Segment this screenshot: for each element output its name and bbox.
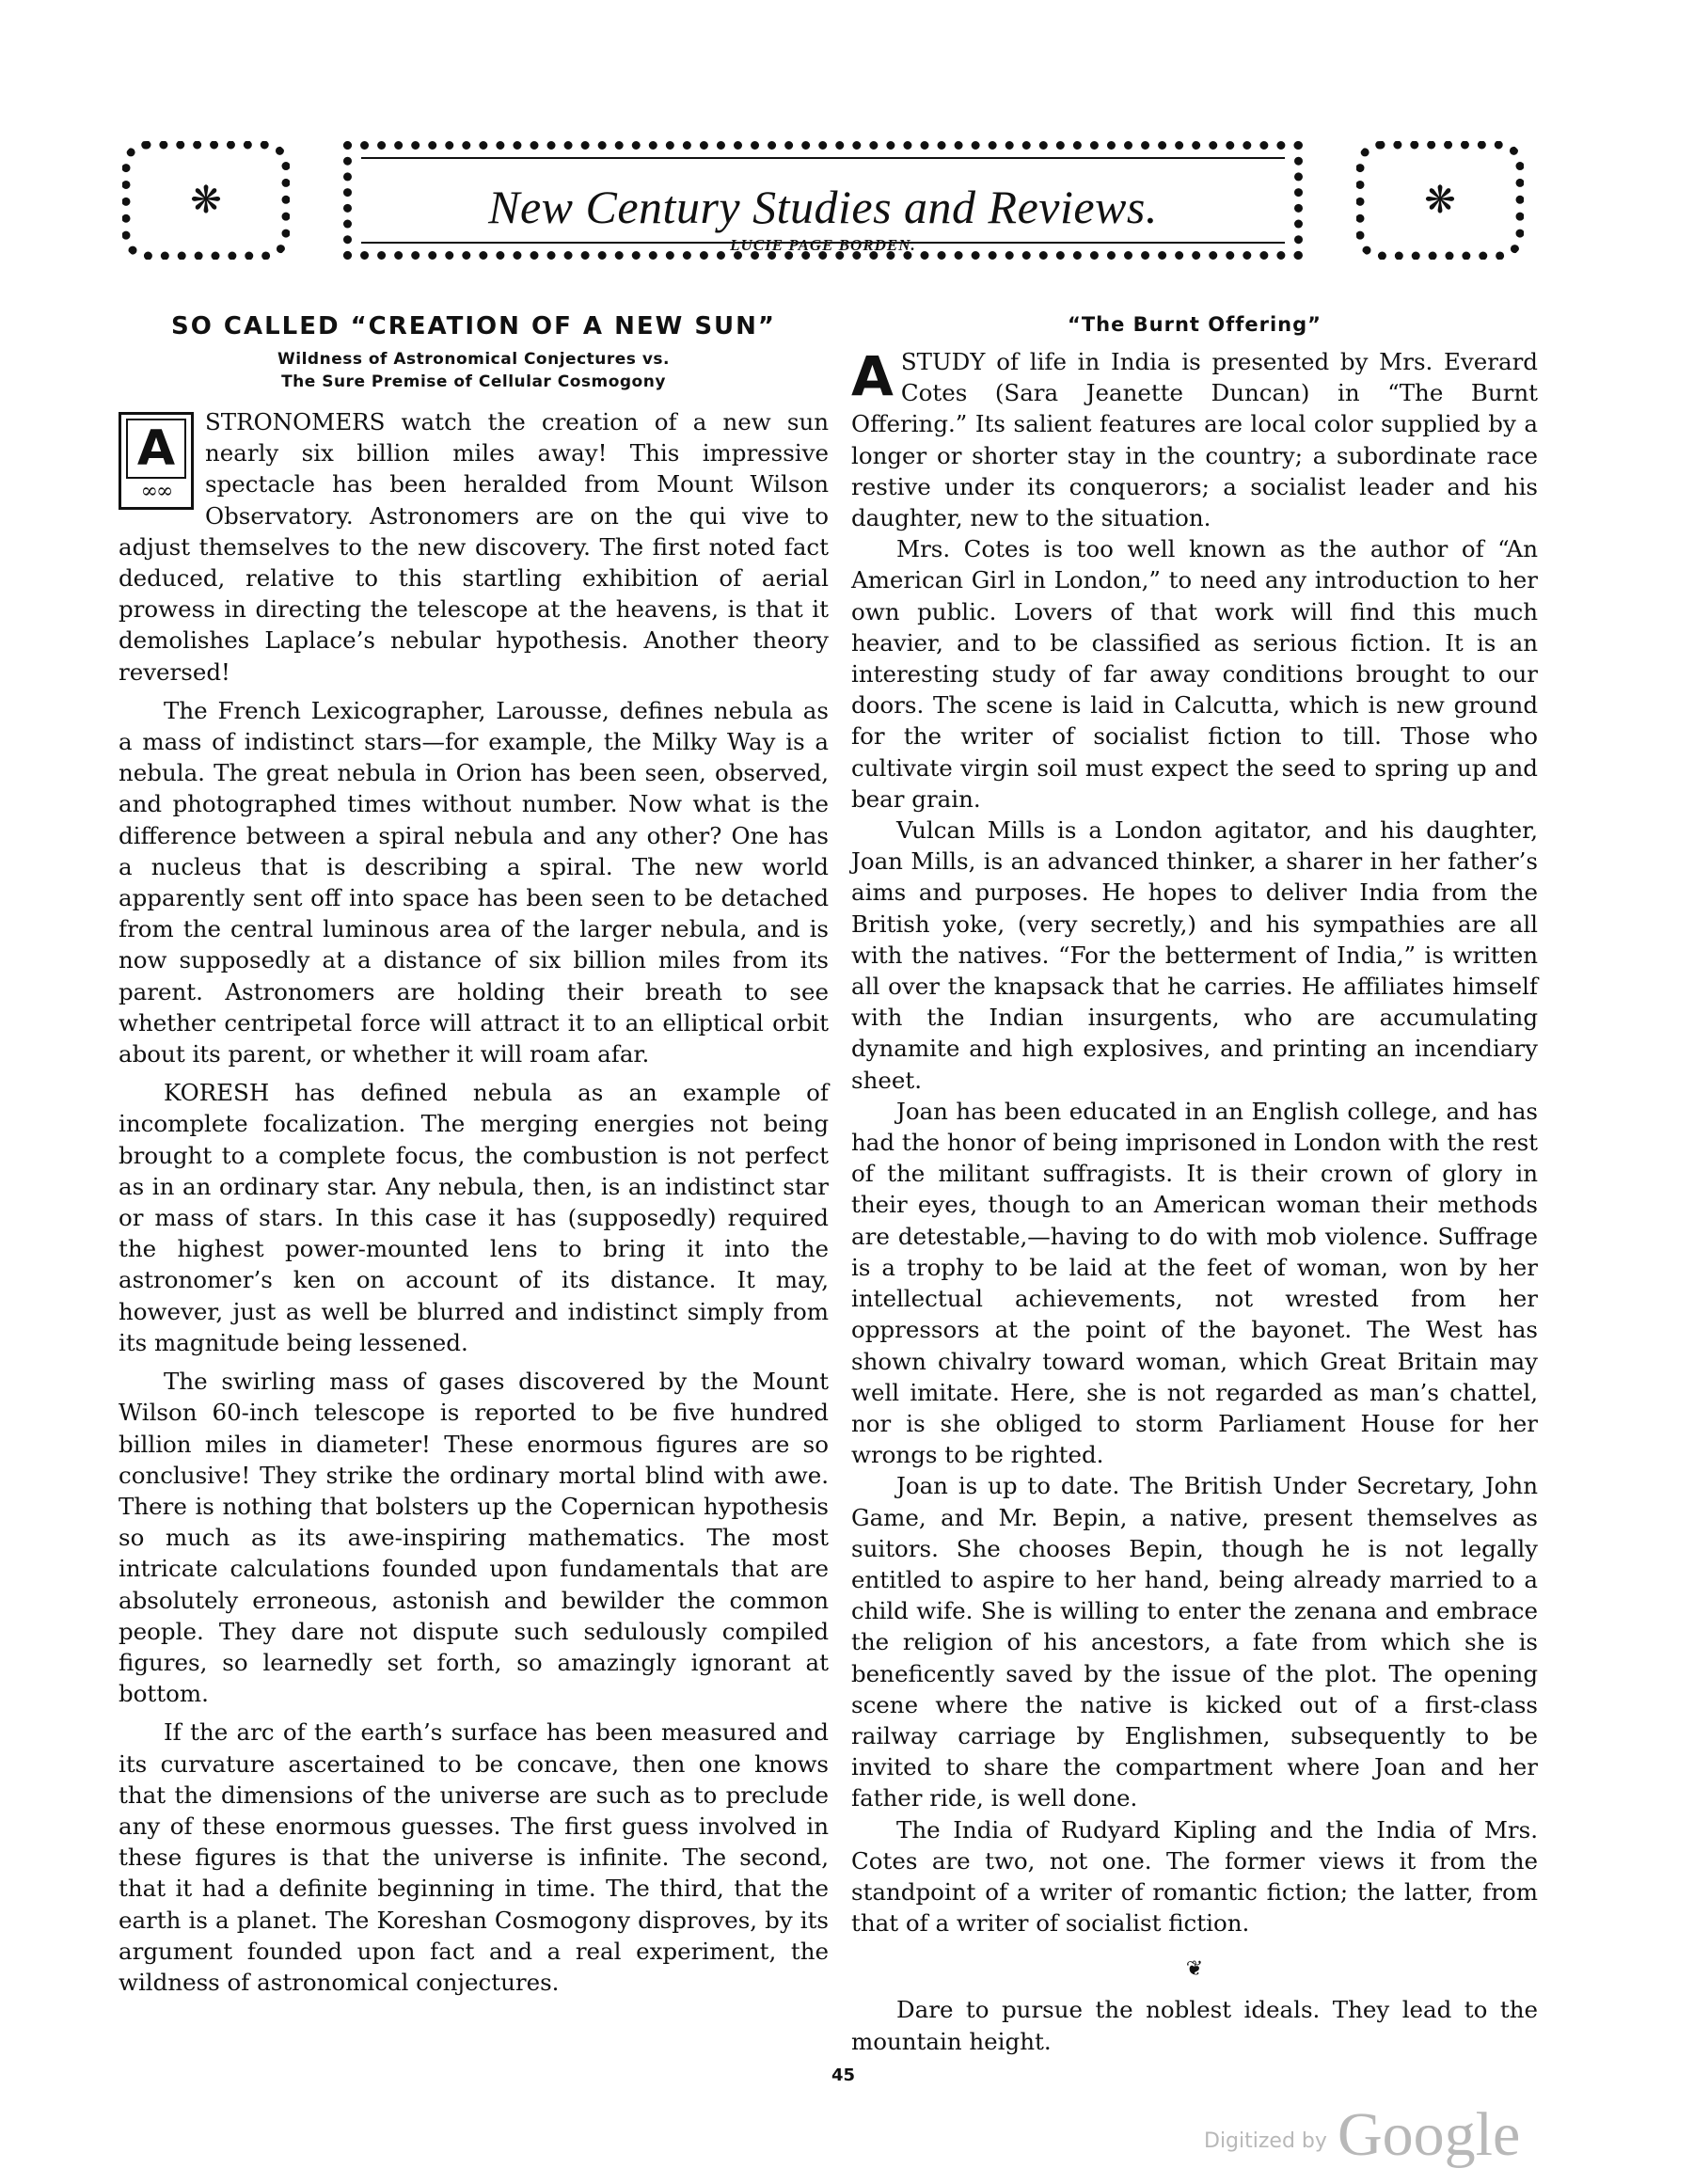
right-column (851, 310, 1538, 2057)
masthead (122, 141, 1524, 271)
drop-cap: A (126, 419, 186, 479)
paragraph: Joan has been educated in an English college, and has had the honor of being imprisoned in London with the rest of the militant suffragists. It is their crown of glory in their eyes, though to an American woman their methods are detestable,—having to do with mob violence. Suffrage is a trophy to be laid at the feet of woman, won by her intellectual achievements, not wrested from her oppressors at the point of the bayonet. The West has shown chivalry toward woman, which Great Britain may well imitate. Here, she is not regarded as man’s chattel, nor is she obliged to storm Parliament House for her wrongs to be righted. (851, 1097, 1538, 1469)
paragraph: KORESH has defined nebula as an example of incomplete focalization. The merging energies not being brought to a complete focus, the combustion is not perfect as in an ordinary star. Any nebula, then, is an indistinct star or mass of stars. In this case it has (supposedly) required the highest power-mounted lens to bring it into the astronomer’s ken on account of its distance. It may, however, just as well be blurred and indistinct simply from its magnitude being lessened. (119, 1079, 829, 1356)
deck-line: The Sure Premise of Cellular Cosmogony (281, 372, 666, 391)
masthead-left-ornament-box (122, 141, 290, 260)
leaf-ornament-icon: ❦ (1185, 1957, 1204, 1982)
article-deck (119, 348, 829, 393)
paragraph: The French Lexicographer, Larousse, defines nebula as a mass of indistinct stars—for example, the Milky Way is a nebula. The great nebula in Orion has been seen, observed, and photographed times without number. Now what is the difference between a spiral nebula and any other? One has a nucleus that is describing a spiral. The new world apparently sent off into space has been seen to be detached from the central luminous area of the larger nebula, and is now supposedly at a distance of six billion miles from its parent. Astronomers are holding their breath to see whether centripetal force will attract it to an elliptical orbit about its parent, or whether it will roam afar. (119, 696, 829, 1068)
fleuron-icon: ❋ (190, 179, 222, 222)
paragraph: The India of Rudyard Kipling and the India of Mrs. Cotes are two, not one. The former views it from the standpoint of a writer of romantic fiction; the latter, from that of a writer of socialist fiction. (851, 1815, 1538, 1938)
author-name: LUCIE PAGE BORDEN. (730, 236, 916, 254)
paragraph: If the arc of the earth’s surface has been measured and its curvature ascertained to be concave, then one knows that the dimensions of the universe are such as to preclude any of these enormous guesses. The first guess involved in these figures is that the universe is infinite. The second, that it had a definite beginning in time. The third, that the earth is a planet. The Koreshan Cosmogony disproves, by its argument founded upon fact and a real experiment, the wildness of astronomical conjectures. (119, 1718, 829, 1996)
left-column (119, 310, 829, 1998)
paragraph: Mrs. Cotes is too well known as the author of “An American Girl in London,” to need any introduction to her own public. Lovers of that work will find this much heavier, and to be classified as serious fiction. It is an interesting study of far away conditions brought to our doors. The scene is laid in Calcutta, which is new ground for the writer of socialist fiction to till. Those who cultivate virgin soil must expect the seed to spring up and bear grain. (851, 535, 1538, 813)
google-logo: Google (1338, 2100, 1521, 2169)
knotwork-ornament-icon: ∞∞ (140, 480, 172, 503)
paragraph: Joan is up to date. The British Under Secretary, John Game, and Mr. Bepin, a native, present themselves as suitors. She chooses Bepin, though he is not legally entitled to aspire to her hand, being already married to a child wife. She is willing to enter the zenana and embrace the religion of his ancestors, a fate from which she is beneficently saved by the issue of the plot. The opening scene where the native is kicked out of a first-class railway carriage by Englishmen, subsequently to be invited to share the compartment where Joan and her father ride, is well done. (851, 1472, 1538, 1812)
fleuron-icon: ❋ (1424, 179, 1456, 222)
digitized-watermark (1204, 2099, 1520, 2171)
drop-cap: A (851, 344, 894, 408)
page-number: 45 (831, 2065, 856, 2085)
paragraph: The swirling mass of gases discovered by the Mount Wilson 60-inch telescope is reported to be five hundred billion miles in diameter! These enormous figures are so conclusive! They strike the ordinary mortal blind with awe. There is nothing that bolsters up the Copernican hypothesis so much as its awe-inspiring mathematics. The most intricate calculations founded upon fundamentals that are absolutely erroneous, astonish and bewilder the common people. They dare not dispute such sedulously compiled figures, so learnedly set forth, so amazingly ignorant at bottom. (119, 1368, 829, 1708)
deck-line: Wildness of Astronomical Conjectures vs. (277, 350, 670, 369)
masthead-right-ornament-box (1356, 141, 1524, 260)
paragraph: A ∞∞ STRONOMERS watch the creation of a new sun nearly six billion miles away! This impressive spectacle has been heralded from Mount Wilson Observatory. Astronomers are on the qui vive to adjust themselves to the new discovery. The first noted fact deduced, relative to this startling exhibition of aerial prowess in directing the telescope at the heavens, is that it demolishes Laplace’s nebular hypothesis. Another theory reversed! (119, 408, 829, 686)
article-headline: SO CALLED “CREATION OF A NEW SUN” (170, 312, 776, 340)
drop-cap-frame (119, 412, 194, 510)
series-title: New Century Studies and Reviews. (488, 181, 1158, 233)
review-title: “The Burnt Offering” (1068, 313, 1322, 336)
paragraph: A STUDY of life in India is presented by Mrs. Everard Cotes (Sara Jeanette Duncan) in “The Burnt Offering.” Its salient features are local color supplied by a longer or shorter stay in the country; a subordinate race restive under its conquerors; a socialist leader and his daughter, new to the situation. (851, 344, 1538, 532)
masthead-title-box (343, 141, 1303, 260)
closing-quote: Dare to pursue the noblest ideals. They lead to the mountain height. (851, 1996, 1538, 2055)
watermark-prefix: Digitized by (1204, 2129, 1327, 2153)
paragraph: Vulcan Mills is a London agitator, and his daughter, Joan Mills, is an advanced thinker, a sharer in her father’s aims and purposes. He hopes to deliver India from the British yoke, (very secretly,) and his sympathies are all with the natives. “For the betterment of India,” is written all over the knapsack that he carries. He affiliates himself with the Indian insurgents, who are accumulating dynamite and high explosives, and printing an incendiary sheet. (851, 816, 1538, 1094)
